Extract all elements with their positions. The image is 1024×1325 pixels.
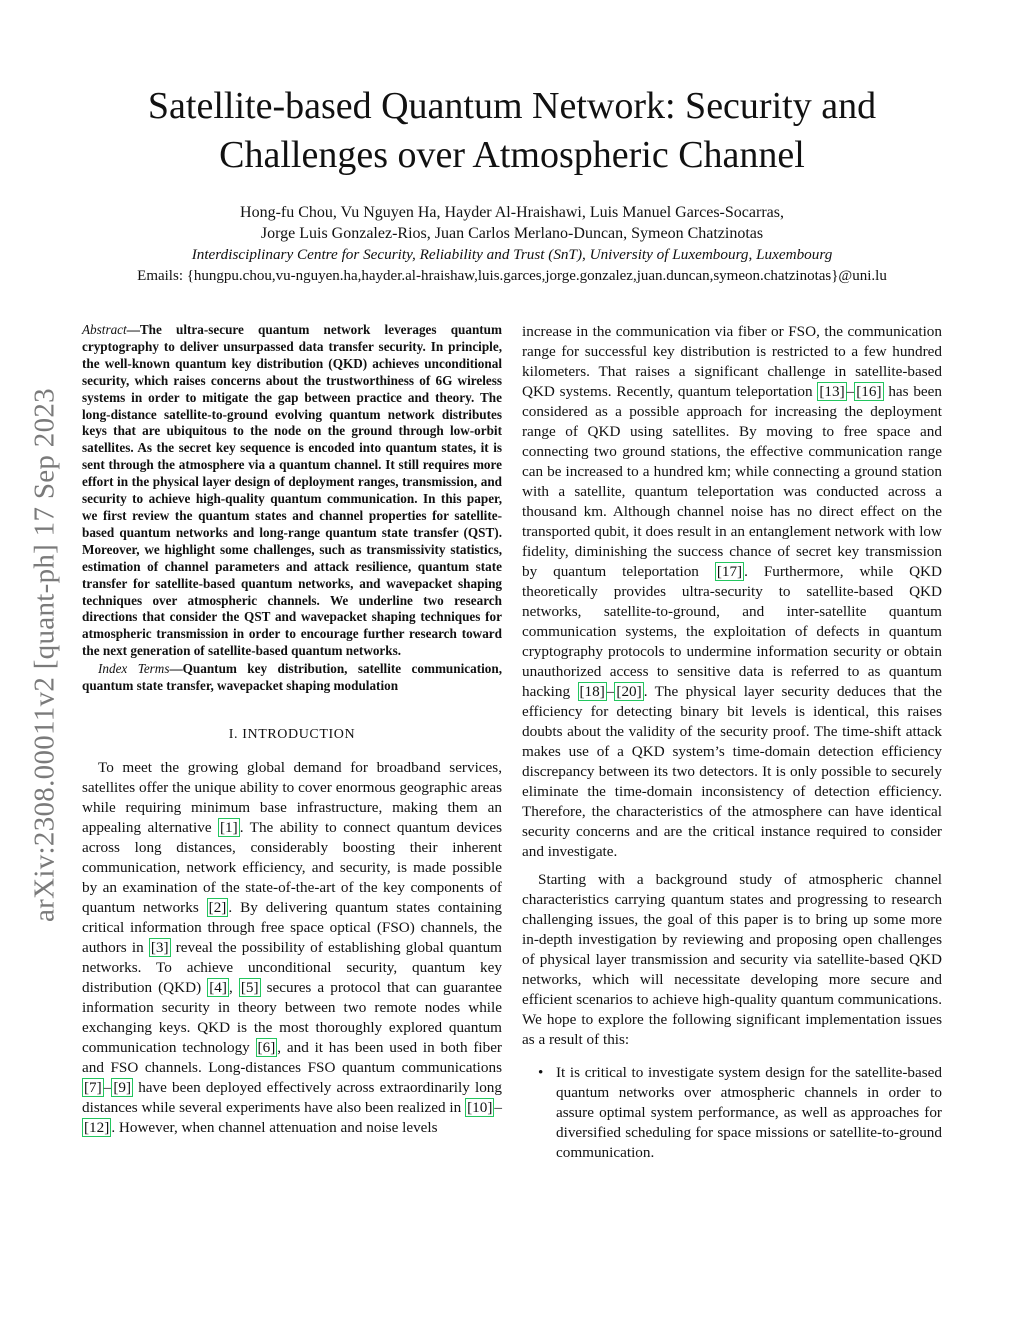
citation-link[interactable]: [4] (209, 978, 227, 996)
arxiv-identifier: arXiv:2308.00011v2 [quant-ph] 17 Sep 2023 (28, 388, 61, 922)
text-run: . The ability to connect quantum devices across long distances, considerably boosting their inherent communication, network efficiency, and security, is made possible by an examination of the state-of-the-art of the key components of quantum networks (82, 818, 502, 916)
text-run: . Furthermore, while QKD theoretically provides ultra-security to satellite-based QKD networks, satellite-to-ground, and inter-satellite quantum communication systems, the exploitation of defects in quantum cryptography protocols to undermine information security or obtain unauthorized access to sensitive data is referred to as quantum hacking (522, 563, 942, 700)
author-list (80, 202, 944, 244)
index-terms-label: Index Terms (98, 661, 170, 677)
citation-link[interactable]: [5] (240, 978, 259, 996)
abstract-label: Abstract (82, 322, 127, 337)
list-item (538, 1063, 942, 1163)
text-run: , (228, 978, 239, 996)
text-run: – (103, 1078, 112, 1096)
citation-link[interactable]: [20] (616, 683, 642, 700)
title-line-1: Satellite-based Quantum Network: Security and (147, 85, 877, 127)
index-terms-text: Quantum key distribution, satellite communication, quantum state transfer, wavepacket shaping modulation (82, 661, 502, 694)
issues-bullet-list (522, 1063, 942, 1163)
abstract (82, 322, 502, 660)
intro-paragraph-2: Starting with a background study of atmospheric channel characteristics carrying quantum states and progressing to research challenging issues, the goal of this paper is to bring up some more in-depth investigation by reviewing and proposing open challenges of physical layer transmission and security via satellite-based QKD networks, which will necessitate developing more secure and efficient scenarios to achieve high-quality quantum communications. We hope to explore the following significant implementation issues as a result of this: (522, 871, 942, 1048)
left-column (82, 322, 502, 1138)
affiliation: Interdisciplinary Centre for Security, Reliability and Trust (SnT), University of Luxembourg, Luxembourg (191, 246, 833, 263)
intro-paragraph-1-continued (522, 322, 942, 862)
text-run: increase in the communication via fiber or FSO, the communication range for successful key distribution is restricted to a few hundred kilometers. That raises a significant challenge in satellite-based QKD systems. Recently, quantum teleportation (522, 323, 942, 400)
text-run: , and it has been used in both fiber and FSO channels. Long-distances FSO quantum communications (82, 1038, 502, 1076)
authors-line-2: Jorge Luis Gonzalez-Rios, Juan Carlos Merlano-Duncan, Symeon Chatzinotas (260, 225, 764, 242)
index-terms-dash: — (169, 661, 183, 677)
section-heading-introduction: I. INTRODUCTION (228, 726, 356, 742)
text-run: To meet the growing global demand for broadband services, satellites offer the unique ability to cover enormous geographic areas while requiring minimum base infrastructure, making them an appealing alternative (82, 758, 502, 836)
citation-link[interactable]: [17] (716, 563, 743, 580)
citation-link[interactable]: [6] (257, 1038, 276, 1056)
citation-link[interactable]: [7] (84, 1078, 102, 1096)
citation-link[interactable]: [3] (150, 938, 169, 956)
bullet-marker: • (538, 1064, 544, 1081)
citation-link[interactable]: [13] (819, 383, 845, 400)
author-emails: Emails: {hungpu.chou,vu-nguyen.ha,hayder.al-hraishaw,luis.garces,jorge.gonzalez,juan.duncan,symeon.chatzinotas}@uni.lu (137, 268, 887, 284)
text-run: have been deployed effectively across extraordinarily long distances while several experiments have also been realized in (82, 1078, 502, 1116)
authors-line-1: Hong-fu Chou, Vu Nguyen Ha, Hayder Al-Hraishawi, Luis Manuel Garces-Socarras, (240, 204, 784, 221)
text-run: – (494, 1098, 502, 1116)
citation-link[interactable]: [1] (220, 818, 238, 836)
text-run: has been considered as a possible approach for increasing the deployment range of QKD using satellites. By moving to free space and connecting two ground stations, the effective communication range can be increased to a hundred km; while connecting a ground station with a satellite, quantum teleportation was conducted across a thousand km. Although channel noise has no direct effect on the transported qubit, it does result in an entanglement network with low fidelity, diminishing the success chance of secret key transmission by quantum teleportation (522, 383, 942, 580)
bullet-text: It is critical to investigate system design for the satellite-based quantum networks over atmospheric channels in order to assure optimal system performance, as well as approaches for diversified scheduling for space missions or satellite-to-ground communication. (556, 1064, 942, 1161)
abstract-dash: — (126, 322, 140, 337)
text-run: reveal the possibility of establishing global quantum networks. To achieve unconditional security, quantum key distribution (QKD) (82, 938, 502, 996)
text-run: . By delivering quantum states containing critical information through free space optical (FSO) channels, the authors in (82, 898, 503, 956)
index-terms (82, 661, 502, 695)
text-run: . However, when channel attenuation and noise levels (111, 1118, 438, 1136)
citation-link[interactable]: [9] (113, 1078, 132, 1096)
text-run: secures a protocol that can guarantee information security in theory between two remote nodes while exchanging keys. QKD is the most thoroughly explored quantum communication technology (82, 978, 503, 1056)
citation-link[interactable]: [16] (856, 383, 882, 400)
paper-title (80, 82, 944, 180)
citation-link[interactable]: [2] (208, 898, 227, 916)
intro-paragraph-1 (82, 758, 502, 1138)
right-column (522, 322, 942, 1163)
text-run: – (846, 383, 855, 400)
text-run: – (606, 683, 615, 700)
arxiv-sidebar-stamp (20, 345, 70, 965)
title-line-2: Challenges over Atmospheric Channel (219, 134, 805, 176)
text-run: . The physical layer security deduces that the efficiency for detecting binary bit levels is identical, this raises doubts about the validity of the security proof. The time-shift attack makes use of a QKD system’s time-domain detection efficiency discrepancy between its two detectors. It is only possible to securely eliminate the time-domain inconsistency of detection efficiency. Therefore, the characteristics of the atmosphere can have identical security concerns and are the critical instance required to consider and investigate. (522, 683, 943, 860)
citation-link[interactable]: [12] (84, 1118, 110, 1136)
abstract-text: The ultra-secure quantum network leverages quantum cryptography to deliver unsurpassed data transfer security. In principle, the well-known quantum key distribution (QKD) achieves unconditional security, which raises concerns about the trustworthiness of 6G wireless systems in order to mitigate the gap between practice and theory. The long-distance satellite-to-ground evolving quantum network distributes keys that are ubiquitous to the node on the ground through low-orbit satellites. As the secret key sequence is encoded into quantum states, it is sent through the atmosphere via a quantum channel. It still requires more effort in the physical layer design of deployment ranges, transmission, and security to achieve high-quality quantum communication. In this paper, we first review the quantum states and channel properties for satellite-based quantum networks and long-range quantum state transfer (QST). Moreover, we highlight some challenges, such as transmissivity statistics, estimation of channel parameters and attack resilience, quantum state transfer for satellite-based quantum networks, and wavepacket shaping techniques over atmospheric channels. We underline two research directions that consider the QST and wavepacket shaping techniques for atmospheric transmission in order to encourage further research toward the next generation of satellite-based quantum networks. (82, 322, 502, 659)
citation-link[interactable]: [10] (467, 1098, 493, 1116)
citation-link[interactable]: [18] (579, 683, 605, 700)
